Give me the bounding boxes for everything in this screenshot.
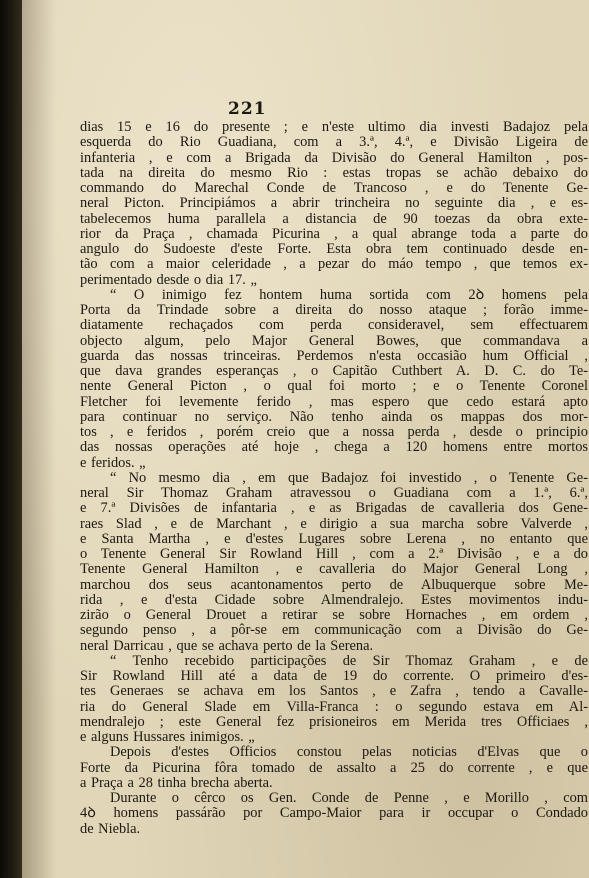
text-line: e alguns Hussares inimigos. „	[80, 729, 255, 745]
text-line: a Praça a 28 tinha brecha aberta.	[80, 774, 273, 791]
text-line: e 7.ª Divisões de infantaria , e as Brigadas de cavalleria dos Gene-	[80, 500, 588, 517]
book-page	[22, 0, 589, 878]
body-text	[80, 120, 588, 837]
text-line: rior da Praça , chamada Picurina , a qual abrange toda a parte do	[80, 225, 588, 242]
page-number: 221	[228, 99, 267, 119]
text-line: “ Tenho recebido participações de Sir Thomaz Graham , e de	[110, 652, 588, 669]
text-line: dias 15 e 16 do presente ; e n'este ultimo dia investi Badajoz pela	[80, 119, 588, 135]
text-line: Porta da Trindade sobre a direita do nosso ataque ; forão imme-	[80, 302, 588, 318]
text-line: Fletcher foi levemente ferido , mas espero que cedo estará apto	[80, 393, 588, 410]
text-line: guarda das nossas trinceiras. Perdemos n'esta occasião hum Official ,	[80, 347, 588, 364]
text-line: angulo do Sudoeste d'este Forte. Esta obra tem continuado desde en-	[80, 241, 588, 257]
text-line: Tenente General Hamilton , e cavalleria do Major General Long ,	[80, 561, 588, 578]
text-line: diatamente rechaçados com perda consideravel, sem effectuarem	[80, 317, 588, 334]
text-line: objecto algum, pelo Major General Bowes, que commandava a	[80, 332, 588, 349]
text-line: 4ꝺ homens passárão por Campo-Maior para ir occupar o Condado	[80, 805, 588, 822]
text-line: commando do Marechal Conde de Trancoso , e do Tenente Ge-	[80, 180, 588, 196]
text-line: Depois d'estes Officios constou pelas noticias d'Elvas que o	[110, 744, 588, 761]
text-line: tada na direita do mesmo Rio : estas tropas se achão debaixo do	[80, 164, 588, 181]
text-line: neral Picton. Principiámos a abrir trincheira no seguinte dia , e es-	[80, 195, 588, 212]
text-line: tabelecemos huma parallela a distancia de 90 toezas da obra exte-	[80, 210, 588, 227]
text-line: que dava grandes esperanças , o Capitão Cuthbert A. D. C. do Te-	[80, 363, 588, 379]
text-line: zirão o General Drouet a retirar se sobre Hornaches , em ordem ,	[80, 607, 588, 623]
text-line: infanteria , e com a Brigada da Divisão do General Hamilton , pos-	[80, 149, 588, 166]
text-line: Durante o cêrco os Gen. Conde de Penne , e Morillo , com	[110, 790, 588, 806]
text-line: tes Generaes se achava em los Santos , e Zafra , tendo a Cavalle-	[80, 683, 588, 700]
text-line: Sir Rowland Hill até a data de 19 do corrente. O primeiro d'es-	[80, 668, 588, 684]
text-line: o Tenente General Sir Rowland Hill , com a 2.ª Divisão , e a do	[80, 546, 588, 562]
text-line: esquerda do Rio Guadiana, com a 3.ª, 4.ª, e Divisão Ligeira de	[80, 134, 588, 151]
text-line: nente General Picton , o qual foi morto ; e o Tenente Coronel	[80, 378, 588, 395]
text-line: neral Darricau , que se achava perto de la Serena.	[80, 637, 374, 654]
text-line: raes Slad , e de Marchant , e dirigio a sua marcha sobre Valverde ,	[80, 515, 588, 532]
text-line: neral Sir Thomaz Graham atravessou o Guadiana com a 1.ª, 6.ª,	[80, 485, 588, 501]
text-line: perimentado desde o dia 17. „	[80, 271, 257, 288]
text-line: rida , e d'esta Cidade sobre Almendralejo. Estes movimentos indu-	[80, 591, 588, 608]
text-line: marchou dos seus acantonamentos perto de Albuquerque sobre Me-	[80, 576, 588, 593]
text-line: e feridos. „	[80, 454, 146, 471]
text-line: tão com a maior celeridade , a pezar do máo tempo , que temos ex-	[80, 256, 588, 273]
text-line: para continuar no serviço. Não tenho ainda os mappas dos mor-	[80, 408, 588, 425]
text-line: tos , e feridos , porém creio que a nossa perda , desde o principio	[80, 424, 588, 440]
text-line: e Santa Martha , e d'estes Lugares sobre Lerena , no entanto que	[80, 530, 588, 547]
text-line: “ No mesmo dia , em que Badajoz foi investido , o Tenente Ge-	[110, 469, 588, 486]
text-line: das nossas operações até hoje , chega a 120 homens entre mortos	[80, 439, 588, 456]
text-line: de Niebla.	[80, 820, 141, 837]
text-line: mendralejo ; este General fez prisioneiros em Merida tres Officiaes ,	[80, 713, 588, 730]
text-line: segundo penso , a pôr-se em communicação com a Divisão do Ge-	[80, 622, 588, 639]
text-line: “ O inimigo fez hontem huma sortida com 2ꝺ homens pela	[110, 286, 588, 303]
text-line: ria do General Slade em Villa-Franca : o segundo estava em Al-	[80, 698, 588, 715]
text-line: Forte da Picurina fôra tomado de assalto a 25 do corrente , e que	[80, 759, 588, 776]
